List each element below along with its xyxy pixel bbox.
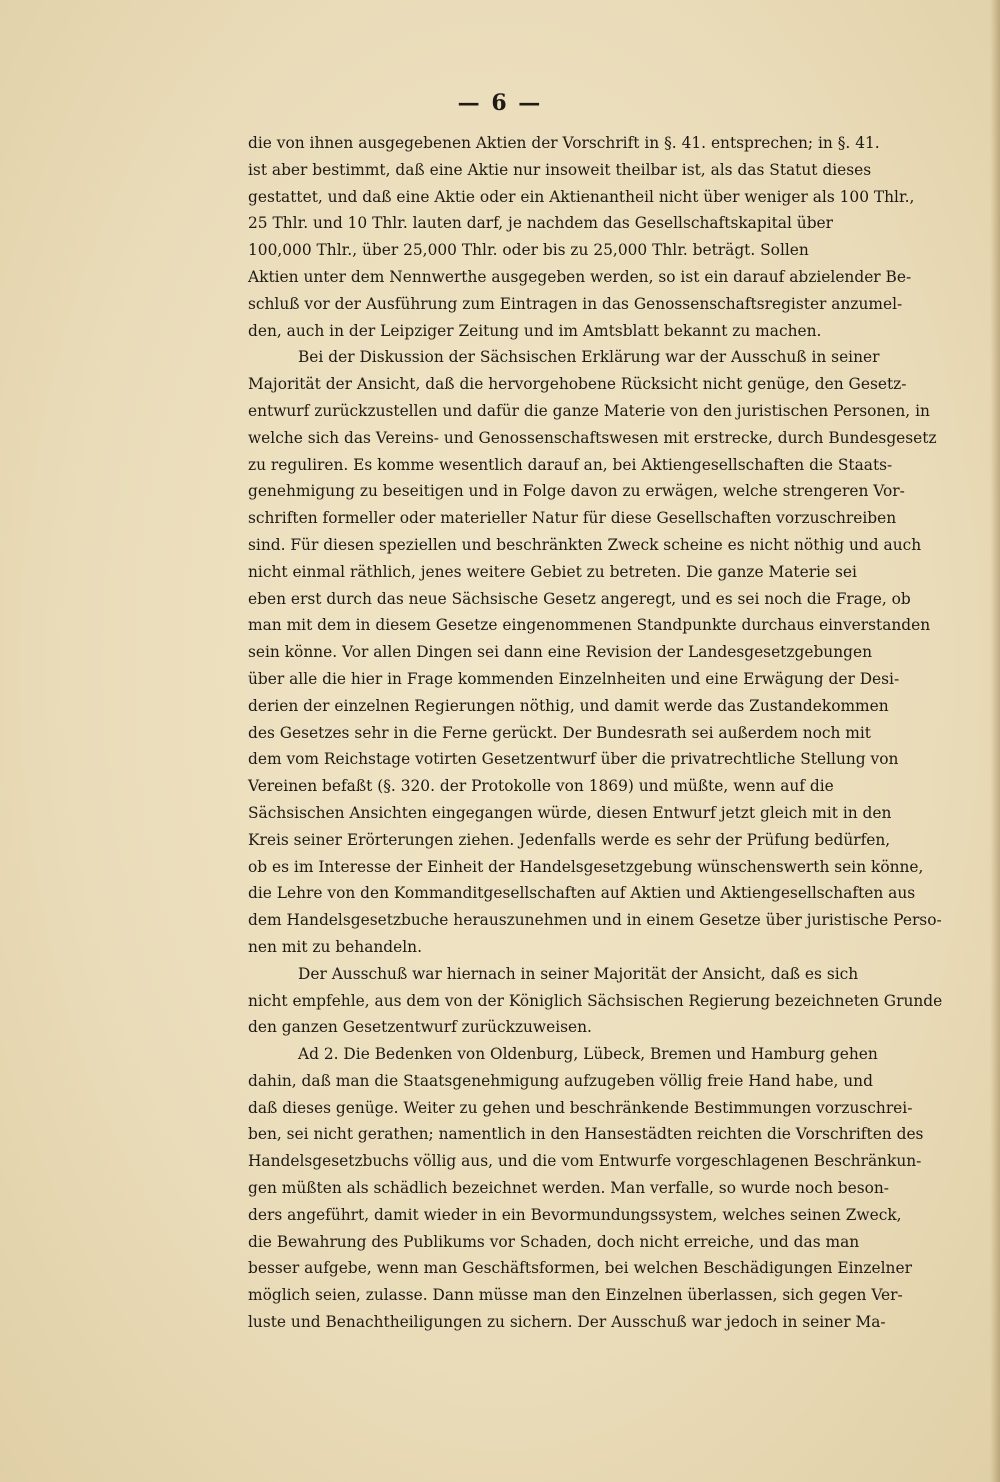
text-line: man mit dem in diesem Gesetze eingenommenen Standpunkte durchaus einverstanden — [248, 616, 931, 635]
text-line: Kreis seiner Erörterungen ziehen. Jedenfalls werde es sehr der Prüfung bedürfen, — [248, 830, 891, 849]
text-line: ist aber bestimmt, daß eine Aktie nur insoweit theilbar ist, als das Statut dieses — [248, 160, 872, 179]
text-line: Aktien unter dem Nennwerthe ausgegeben werden, so ist ein darauf abzielender Be- — [248, 267, 912, 286]
text-line: derien der einzelnen Regierungen nöthig, und damit werde das Zustandekommen — [248, 696, 889, 715]
text-line: gestattet, und daß eine Aktie oder ein Aktienantheil nicht über weniger als 100 Thlr., — [248, 187, 915, 206]
text-line: über alle die hier in Frage kommenden Einzelnheiten und eine Erwägung der Desi- — [248, 669, 900, 688]
body-text — [248, 130, 943, 1336]
text-line: nen mit zu behandeln. — [248, 937, 422, 956]
text-line: ders angeführt, damit wieder in ein Bevormundungssystem, welches seinen Zweck, — [248, 1205, 902, 1224]
text-line: möglich seien, zulasse. Dann müsse man den Einzelnen überlassen, sich gegen Ver- — [248, 1286, 903, 1305]
text-line: schriften formeller oder materieller Natur für diese Gesellschaften vorzuschreiben — [248, 509, 897, 528]
text-line: den, auch in der Leipziger Zeitung und im Amtsblatt bekannt zu machen. — [248, 321, 822, 340]
text-line: welche sich das Vereins- und Genossenschaftswesen mit erstrecke, durch Bundesgesetz — [248, 428, 937, 447]
text-line: die Bewahrung des Publikums vor Schaden, doch nicht erreiche, und das man — [248, 1232, 860, 1251]
text-line: dahin, daß man die Staatsgenehmigung aufzugeben völlig freie Hand habe, und — [248, 1071, 873, 1090]
text-line: dem vom Reichstage votirten Gesetzentwurf über die privatrechtliche Stellung von — [248, 750, 899, 769]
text-line: Ad 2. Die Bedenken von Oldenburg, Lübeck, Bremen und Hamburg gehen — [298, 1045, 878, 1064]
page-number: — 6 — — [457, 90, 543, 116]
text-line: Handelsgesetzbuchs völlig aus, und die vom Entwurfe vorgeschlagenen Beschränkun- — [248, 1152, 922, 1171]
text-line: Majorität der Ansicht, daß die hervorgehobene Rücksicht nicht genüge, den Gesetz- — [248, 375, 907, 394]
text-line: nicht empfehle, aus dem von der Königlich Sächsischen Regierung bezeichneten Grunde — [248, 991, 943, 1010]
text-line: luste und Benachtheiligungen zu sichern. Der Ausschuß war jedoch in seiner Ma- — [248, 1313, 886, 1332]
text-line: Bei der Diskussion der Sächsischen Erklärung war der Ausschuß in seiner — [298, 348, 880, 367]
text-line: daß dieses genüge. Weiter zu gehen und beschränkende Bestimmungen vorzuschrei- — [248, 1098, 913, 1117]
text-line: Vereinen befaßt (§. 320. der Protokolle von 1869) und müßte, wenn auf die — [248, 777, 834, 796]
text-line: Sächsischen Ansichten eingegangen würde, diesen Entwurf jetzt gleich mit in den — [248, 803, 892, 822]
page-edge-shadow — [990, 0, 1000, 1482]
text-line: sein könne. Vor allen Dingen sei dann eine Revision der Landesgesetzgebungen — [248, 643, 872, 662]
text-line: ben, sei nicht gerathen; namentlich in den Hansestädten reichten die Vorschriften des — [248, 1125, 924, 1144]
text-line: zu reguliren. Es komme wesentlich darauf an, bei Aktiengesellschaften die Staats- — [248, 455, 893, 474]
text-line: sind. Für diesen speziellen und beschränkten Zweck scheine es nicht nöthig und auch — [248, 535, 922, 554]
text-line: des Gesetzes sehr in die Ferne gerückt. Der Bundesrath sei außerdem noch mit — [248, 723, 871, 742]
text-line: genehmigung zu beseitigen und in Folge davon zu erwägen, welche strengeren Vor- — [248, 482, 905, 501]
text-line: Der Ausschuß war hiernach in seiner Majorität der Ansicht, daß es sich — [298, 964, 859, 983]
text-line: eben erst durch das neue Sächsische Gesetz angeregt, und es sei noch die Frage, ob — [248, 589, 911, 608]
text-line: gen müßten als schädlich bezeichnet werden. Man verfalle, so wurde noch beson- — [248, 1179, 889, 1198]
text-line: besser aufgebe, wenn man Geschäftsformen, bei welchen Beschädigungen Einzelner — [248, 1259, 912, 1278]
text-line: ob es im Interesse der Einheit der Handelsgesetzgebung wünschenswerth sein könne, — [248, 857, 924, 876]
text-line: nicht einmal räthlich, jenes weitere Gebiet zu betreten. Die ganze Materie sei — [248, 562, 857, 581]
text-line: schluß vor der Ausführung zum Eintragen in das Genossenschaftsregister anzumel- — [248, 294, 903, 313]
text-line: 25 Thlr. und 10 Thlr. lauten darf, je nachdem das Gesellschaftskapital über — [248, 214, 834, 233]
text-line: 100,000 Thlr., über 25,000 Thlr. oder bis zu 25,000 Thlr. beträgt. Sollen — [248, 241, 809, 260]
text-line: die Lehre von den Kommanditgesellschaften auf Aktien und Aktiengesellschaften aus — [248, 884, 916, 903]
text-line: dem Handelsgesetzbuche herauszunehmen und in einem Gesetze über juristische Perso- — [248, 911, 942, 930]
text-line: die von ihnen ausgegebenen Aktien der Vorschrift in §. 41. entsprechen; in §. 41. — [248, 134, 880, 152]
text-line: entwurf zurückzustellen und dafür die ganze Materie von den juristischen Personen, in — [248, 401, 930, 420]
text-line: den ganzen Gesetzentwurf zurückzuweisen. — [248, 1018, 592, 1037]
